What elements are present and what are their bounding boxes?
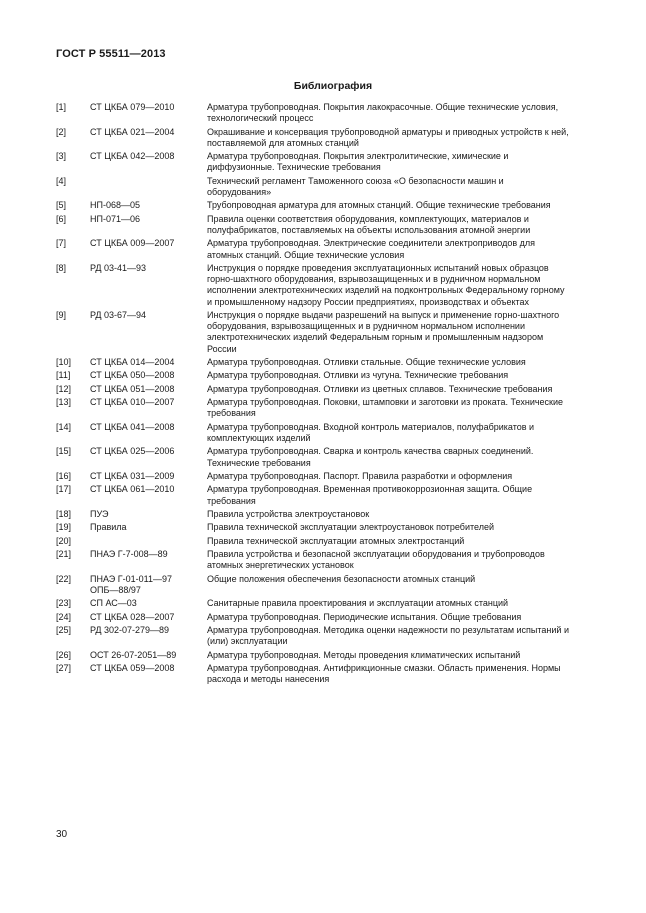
bibliography-entry <box>56 663 570 685</box>
entry-code: НП-071—06 <box>90 213 140 224</box>
entry-number: [10] <box>56 356 72 367</box>
entry-description: Арматура трубопроводная. Электрические соединители электроприводов для атомных станций. Общие технические условия <box>207 238 536 260</box>
entry-description: Арматура трубопроводная. Отливки стальные. Общие технические условия <box>207 356 526 367</box>
entry-description: Санитарные правила проектирования и эксплуатации атомных станций <box>207 598 509 609</box>
entry-code: СТ ЦКБА 031—2009 <box>90 470 175 481</box>
entry-code: СТ ЦКБА 014—2004 <box>90 356 175 367</box>
entry-number: [9] <box>56 309 67 320</box>
bibliography-entry <box>56 522 570 533</box>
entry-number: [15] <box>56 446 72 457</box>
entry-code: СП АС—03 <box>90 598 137 609</box>
bibliography-entry <box>56 370 570 381</box>
bibliography-entry <box>56 384 570 395</box>
entry-code: СТ ЦКБА 021—2004 <box>90 126 175 137</box>
entry-code: РД 302-07-279—89 <box>90 625 170 636</box>
entry-description: Правила технической эксплуатации атомных электростанций <box>207 535 465 546</box>
entry-code: РД 03-41—93 <box>90 262 147 273</box>
entry-number: [4] <box>56 175 67 186</box>
entry-description: Арматура трубопроводная. Периодические испытания. Общие требования <box>207 611 522 622</box>
entry-description: Арматура трубопроводная. Отливки из чугуна. Технические требования <box>207 370 509 381</box>
entry-description: Арматура трубопроводная. Покрытия лакокрасочные. Общие технические условия, технологический процесс <box>207 102 559 124</box>
entry-description: Арматура трубопроводная. Временная противокоррозионная защита. Общие требования <box>207 484 533 506</box>
bibliography-entry <box>56 574 570 596</box>
entry-number: [7] <box>56 238 67 249</box>
entry-number: [24] <box>56 611 72 622</box>
entry-number: [3] <box>56 151 67 162</box>
entry-code: РД 03-67—94 <box>90 309 147 320</box>
entry-number: [12] <box>56 383 72 394</box>
entry-number: [5] <box>56 200 67 211</box>
entry-code <box>90 176 207 198</box>
bibliography-entry <box>56 471 570 482</box>
entry-code: СТ ЦКБА 009—2007 <box>90 238 175 249</box>
entry-description: Инструкция о порядке выдачи разрешений на выпуск и применение горно-шахтного оборудования, взрывозащищенных и в рудничном нормальном исполнении электротехнических изделий Федеральным горным и промышленным надзором России <box>207 309 560 354</box>
bibliography-entry <box>56 214 570 236</box>
entry-description: Арматура трубопроводная. Антифрикционные смазки. Область применения. Нормы расхода и методы нанесения <box>207 663 561 685</box>
bibliography-entry <box>56 200 570 211</box>
bibliography-entry <box>56 263 570 308</box>
entry-code: НП-068—05 <box>90 200 140 211</box>
bibliography-entry <box>56 310 570 355</box>
page-title: Библиография <box>293 80 373 92</box>
bibliography-entry <box>56 625 570 647</box>
bibliography-entry <box>56 446 570 468</box>
bibliography-entry <box>56 102 570 124</box>
bibliography-entry <box>56 598 570 609</box>
entry-number: [25] <box>56 625 72 636</box>
entry-code: ПУЭ <box>90 508 109 519</box>
entry-code: СТ ЦКБА 061—2010 <box>90 484 175 495</box>
entry-description: Арматура трубопроводная. Методы проведения климатических испытаний <box>207 649 521 660</box>
entry-number: [13] <box>56 397 72 408</box>
entry-description: Арматура трубопроводная. Входной контроль материалов, полуфабрикатов и комплектующих изделий <box>207 421 535 443</box>
entry-description: Арматура трубопроводная. Паспорт. Правила разработки и оформления <box>207 470 513 481</box>
entry-code: СТ ЦКБА 042—2008 <box>90 151 175 162</box>
entry-number: [1] <box>56 102 67 112</box>
bibliography-entry <box>56 151 570 173</box>
entry-code: СТ ЦКБА 028—2007 <box>90 611 175 622</box>
entry-code: СТ ЦКБА 050—2008 <box>90 370 175 381</box>
entry-code: СТ ЦКБА 079—2010 <box>90 102 175 112</box>
entry-description: Правила устройства и безопасной эксплуатации оборудования и трубопроводов атомных энергетических установок <box>207 549 545 571</box>
entry-number: [14] <box>56 421 72 432</box>
bibliography-entry <box>56 484 570 506</box>
bibliography-list <box>56 102 570 688</box>
entry-description: Правила технической эксплуатации электроустановок потребителей <box>207 522 494 533</box>
bibliography-entry <box>56 127 570 149</box>
bibliography-entry <box>56 612 570 623</box>
document-header: ГОСТ Р 55511—2013 <box>56 48 166 60</box>
entry-code: ПНАЭ Г-01-011—97 ОПБ—88/97 <box>90 573 172 595</box>
entry-number: [11] <box>56 370 71 381</box>
entry-description: Арматура трубопроводная. Методика оценки надежности по результатам испытаний и (или) эксплуатации <box>207 625 569 647</box>
entry-number: [18] <box>56 508 72 519</box>
entry-description: Технический регламент Таможенного союза «О безопасности машин и оборудования» <box>207 175 504 197</box>
entry-number: [17] <box>56 484 72 495</box>
entry-number: [26] <box>56 649 72 660</box>
entry-description: Правила устройства электроустановок <box>207 508 370 519</box>
entry-description: Трубопроводная арматура для атомных станций. Общие технические требования <box>207 200 551 211</box>
bibliography-entry <box>56 509 570 520</box>
entry-number: [2] <box>56 126 67 137</box>
entry-code: ОСТ 26-07-2051—89 <box>90 649 177 660</box>
entry-description: Окрашивание и консервация трубопроводной арматуры и приводных устройств к ней, поставляемой для атомных станций <box>207 126 569 148</box>
entry-code: СТ ЦКБА 059—2008 <box>90 663 175 674</box>
bibliography-entry <box>56 422 570 444</box>
entry-code: СТ ЦКБА 010—2007 <box>90 397 175 408</box>
entry-code: ПНАЭ Г-7-008—89 <box>90 549 168 560</box>
entry-number: [22] <box>56 573 72 584</box>
entry-description: Арматура трубопроводная. Поковки, штамповки и заготовки из проката. Технические требования <box>207 397 564 419</box>
bibliography-entry <box>56 650 570 661</box>
entry-description: Арматура трубопроводная. Отливки из цветных сплавов. Технические требования <box>207 383 553 394</box>
entry-number: [20] <box>56 535 72 546</box>
bibliography-entry <box>56 238 570 260</box>
bibliography-entry <box>56 536 570 547</box>
entry-description: Общие положения обеспечения безопасности атомных станций <box>207 573 476 584</box>
entry-code: Правила <box>90 522 127 533</box>
entry-description: Арматура трубопроводная. Сварка и контроль качества сварных соединений. Технические требования <box>207 446 534 468</box>
entry-number: [19] <box>56 522 72 533</box>
entry-number: [8] <box>56 262 67 273</box>
entry-number: [21] <box>56 549 72 560</box>
page-number: 30 <box>56 829 68 840</box>
entry-number: [27] <box>56 663 72 674</box>
entry-number: [6] <box>56 213 67 224</box>
bibliography-entry <box>56 176 570 198</box>
bibliography-entry <box>56 357 570 368</box>
entry-code <box>90 536 207 547</box>
entry-description: Арматура трубопроводная. Покрытия электролитические, химические и диффузионные. Технические требования <box>207 151 509 173</box>
entry-description: Инструкция о порядке проведения эксплуатационных испытаний новых образцов горно-шахтного оборудования, взрывозащищенных и в рудничном нормальном исполнении электротехнических изделий на подконтрольных Федеральному горному и промышленному надзору России предприятиях, производствах и объектах <box>207 262 565 307</box>
bibliography-entry <box>56 397 570 419</box>
entry-code: СТ ЦКБА 025—2006 <box>90 446 175 457</box>
entry-code: СТ ЦКБА 041—2008 <box>90 421 175 432</box>
entry-description: Правила оценки соответствия оборудования, комплектующих, материалов и полуфабрикатов, поставляемых на объекты использования атомной энергии <box>207 213 531 235</box>
entry-number: [23] <box>56 598 72 609</box>
bibliography-entry <box>56 549 570 571</box>
entry-code: СТ ЦКБА 051—2008 <box>90 383 175 394</box>
entry-number: [16] <box>56 470 72 481</box>
